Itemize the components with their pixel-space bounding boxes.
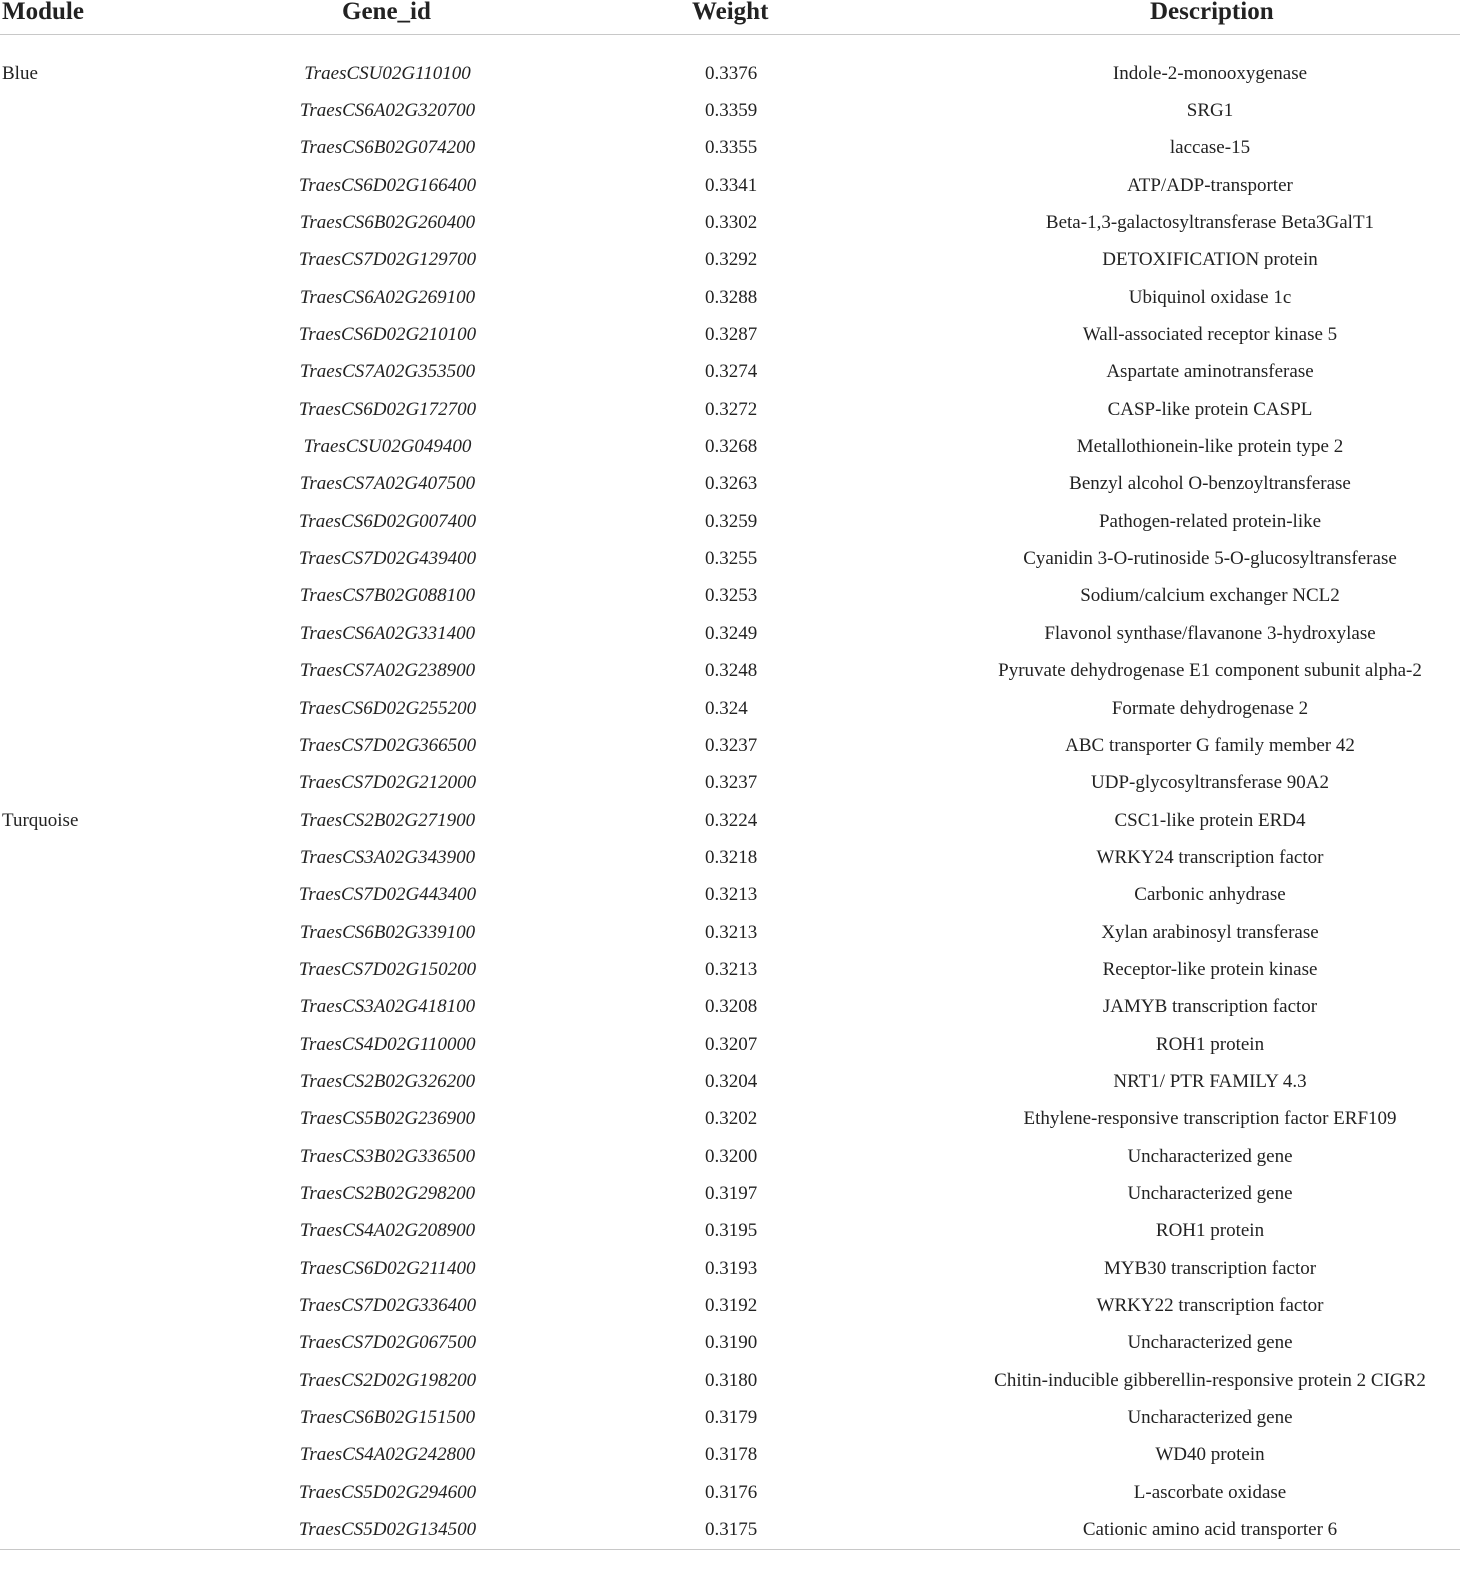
table-footer-rule xyxy=(0,1549,1460,1564)
table-row xyxy=(0,92,1460,129)
description-cell: Aspartate aminotransferase xyxy=(1106,361,1314,383)
gene-id-cell: TraesCS7D02G336400 xyxy=(298,1295,477,1317)
weight-cell: 0.3180 xyxy=(705,1369,758,1391)
table-row xyxy=(0,316,1460,353)
description-cell: Uncharacterized gene xyxy=(1127,1332,1293,1354)
module-cell xyxy=(0,914,280,951)
gene-id-cell: TraesCS2B02G271900 xyxy=(299,809,476,831)
module-cell: Turquoise xyxy=(2,809,79,831)
module-cell xyxy=(0,503,280,540)
table-body xyxy=(0,35,1460,1550)
module-cell xyxy=(0,316,280,353)
weight-cell: 0.3248 xyxy=(705,660,758,682)
description-cell: Benzyl alcohol O-benzoyltransferase xyxy=(1069,473,1351,495)
table-row xyxy=(0,690,1460,727)
module-cell xyxy=(0,839,280,876)
module-cell xyxy=(0,951,280,988)
table-row xyxy=(0,1474,1460,1511)
weight-cell: 0.3359 xyxy=(705,100,758,122)
module-cell xyxy=(0,1362,280,1399)
description-cell: Pyruvate dehydrogenase E1 component subunit alpha-2 xyxy=(998,660,1422,682)
module-cell xyxy=(0,242,280,279)
description-cell: ROH1 protein xyxy=(1155,1033,1265,1055)
gene-id-cell: TraesCS6D02G211400 xyxy=(299,1257,476,1279)
weight-cell: 0.3213 xyxy=(705,884,758,906)
header-description: Description xyxy=(1150,0,1274,25)
weight-cell: 0.3302 xyxy=(705,212,758,234)
module-cell xyxy=(0,279,280,316)
gene-id-cell: TraesCS4D02G110000 xyxy=(299,1033,476,1055)
description-cell: laccase-15 xyxy=(1169,137,1251,159)
weight-cell: 0.3268 xyxy=(705,436,758,458)
weight-cell: 0.3197 xyxy=(705,1182,758,1204)
header-row xyxy=(0,0,1460,35)
table-row xyxy=(0,765,1460,802)
table-row xyxy=(0,242,1460,279)
description-cell: Formate dehydrogenase 2 xyxy=(1111,697,1309,719)
description-cell: Ubiquinol oxidase 1c xyxy=(1128,286,1292,308)
table-row xyxy=(0,503,1460,540)
description-cell: Uncharacterized gene xyxy=(1127,1407,1293,1429)
description-cell: JAMYB transcription factor xyxy=(1102,996,1318,1018)
description-cell: L-ascorbate oxidase xyxy=(1133,1481,1287,1503)
table-row xyxy=(0,1250,1460,1287)
gene-id-cell: TraesCS7D02G212000 xyxy=(298,772,477,794)
weight-cell: 0.3237 xyxy=(705,734,758,756)
table-row xyxy=(0,1325,1460,1362)
gene-id-cell: TraesCS7D02G129700 xyxy=(298,249,477,271)
module-cell xyxy=(0,1511,280,1549)
weight-cell: 0.3213 xyxy=(705,921,758,943)
module-cell xyxy=(0,1063,280,1100)
module-cell xyxy=(0,92,280,129)
description-cell: Carbonic anhydrase xyxy=(1134,884,1286,906)
table-row xyxy=(0,1213,1460,1250)
table-row xyxy=(0,1175,1460,1212)
module-cell xyxy=(0,578,280,615)
gene-id-cell: TraesCS3B02G336500 xyxy=(299,1145,476,1167)
weight-cell: 0.3192 xyxy=(705,1295,758,1317)
module-cell xyxy=(0,1138,280,1175)
table-row xyxy=(0,130,1460,167)
description-cell: Cyanidin 3-O-rutinoside 5-O-glucosyltransferase xyxy=(1023,548,1397,570)
weight-cell: 0.3249 xyxy=(705,622,758,644)
table-row xyxy=(0,914,1460,951)
module-cell xyxy=(0,428,280,465)
table-row xyxy=(0,428,1460,465)
gene-id-cell: TraesCS6D02G210100 xyxy=(298,324,477,346)
header-gene-id: Gene_id xyxy=(342,0,431,25)
description-cell: Indole-2-monooxygenase xyxy=(1112,62,1308,84)
module-cell xyxy=(0,690,280,727)
description-cell: DETOXIFICATION protein xyxy=(1102,249,1318,271)
gene-id-cell: TraesCSU02G049400 xyxy=(303,436,472,458)
description-cell: Uncharacterized gene xyxy=(1127,1182,1293,1204)
table-row xyxy=(0,1437,1460,1474)
gene-id-cell: TraesCS7A02G238900 xyxy=(299,660,476,682)
gene-id-cell: TraesCS6A02G331400 xyxy=(299,622,476,644)
weight-cell: 0.3190 xyxy=(705,1332,758,1354)
table-row xyxy=(0,391,1460,428)
gene-id-cell: TraesCS7B02G088100 xyxy=(299,585,476,607)
table-row xyxy=(0,839,1460,876)
module-cell xyxy=(0,1325,280,1362)
description-cell: Cationic amino acid transporter 6 xyxy=(1082,1519,1338,1541)
module-cell xyxy=(0,1474,280,1511)
table-row xyxy=(0,1362,1460,1399)
gene-id-cell: TraesCS7D02G443400 xyxy=(298,884,477,906)
module-cell xyxy=(0,877,280,914)
module-cell xyxy=(0,540,280,577)
description-cell: Uncharacterized gene xyxy=(1127,1145,1293,1167)
table-row xyxy=(0,1287,1460,1324)
module-cell xyxy=(0,765,280,802)
weight-cell: 0.3274 xyxy=(705,361,758,383)
table-row xyxy=(0,1138,1460,1175)
gene-id-cell: TraesCS7A02G407500 xyxy=(299,473,476,495)
table-row xyxy=(0,615,1460,652)
header-weight: Weight xyxy=(692,0,769,25)
gene-id-cell: TraesCS5D02G134500 xyxy=(298,1519,477,1541)
description-cell: Metallothionein-like protein type 2 xyxy=(1076,436,1344,458)
weight-cell: 0.3208 xyxy=(705,996,758,1018)
module-cell xyxy=(0,1101,280,1138)
module-cell xyxy=(0,167,280,204)
table-row xyxy=(0,55,1460,92)
weight-cell: 0.3224 xyxy=(705,809,758,831)
description-cell: ABC transporter G family member 42 xyxy=(1065,734,1355,756)
module-cell xyxy=(0,1213,280,1250)
gene-id-cell: TraesCS6D02G166400 xyxy=(298,174,477,196)
table-row xyxy=(0,354,1460,391)
gene-id-cell: TraesCS5B02G236900 xyxy=(299,1108,476,1130)
module-cell xyxy=(0,1287,280,1324)
header-spacer xyxy=(0,35,1460,56)
description-cell: NRT1/ PTR FAMILY 4.3 xyxy=(1113,1070,1307,1092)
description-cell: SRG1 xyxy=(1186,100,1234,122)
gene-id-cell: TraesCS4A02G242800 xyxy=(299,1444,476,1466)
module-cell xyxy=(0,989,280,1026)
table-row xyxy=(0,466,1460,503)
weight-cell: 0.3259 xyxy=(705,510,758,532)
module-cell xyxy=(0,466,280,503)
table-row xyxy=(0,204,1460,241)
description-cell: WRKY24 transcription factor xyxy=(1096,846,1324,868)
weight-cell: 0.3341 xyxy=(705,174,758,196)
gene-id-cell: TraesCS3A02G343900 xyxy=(299,846,476,868)
gene-id-cell: TraesCS7D02G439400 xyxy=(298,548,477,570)
module-cell xyxy=(0,354,280,391)
description-cell: Beta-1,3-galactosyltransferase Beta3GalT1 xyxy=(1045,212,1375,234)
table-row xyxy=(0,802,1460,839)
module-cell xyxy=(0,1175,280,1212)
weight-cell: 0.3376 xyxy=(705,62,758,84)
description-cell: Pathogen-related protein-like xyxy=(1098,510,1322,532)
gene-id-cell: TraesCS6D02G172700 xyxy=(298,398,477,420)
description-cell: Wall-associated receptor kinase 5 xyxy=(1082,324,1338,346)
description-cell: Ethylene-responsive transcription factor ERF109 xyxy=(1023,1108,1397,1130)
gene-id-cell: TraesCS6A02G320700 xyxy=(299,100,476,122)
weight-cell: 0.3355 xyxy=(705,137,758,159)
weight-cell: 0.3200 xyxy=(705,1145,758,1167)
weight-cell: 0.3175 xyxy=(705,1519,758,1541)
table-row xyxy=(0,1511,1460,1549)
description-cell: UDP-glycosyltransferase 90A2 xyxy=(1091,772,1329,794)
weight-cell: 0.3202 xyxy=(705,1108,758,1130)
description-cell: Receptor-like protein kinase xyxy=(1102,958,1318,980)
gene-id-cell: TraesCS5D02G294600 xyxy=(298,1481,477,1503)
table-row xyxy=(0,951,1460,988)
module-cell xyxy=(0,615,280,652)
module-cell xyxy=(0,1250,280,1287)
weight-cell: 0.3253 xyxy=(705,585,758,607)
weight-cell: 0.3255 xyxy=(705,548,758,570)
gene-id-cell: TraesCS2B02G298200 xyxy=(299,1182,476,1204)
module-cell xyxy=(0,653,280,690)
gene-id-cell: TraesCS7D02G366500 xyxy=(298,734,477,756)
module-cell: Blue xyxy=(2,62,38,84)
table-row xyxy=(0,1026,1460,1063)
module-cell xyxy=(0,1026,280,1063)
description-cell: ATP/ADP-transporter xyxy=(1127,174,1293,196)
module-cell xyxy=(0,130,280,167)
weight-cell: 0.3179 xyxy=(705,1407,758,1429)
gene-id-cell: TraesCS4A02G208900 xyxy=(299,1220,476,1242)
table-row xyxy=(0,1063,1460,1100)
module-cell xyxy=(0,391,280,428)
gene-id-cell: TraesCS6B02G339100 xyxy=(299,921,476,943)
description-cell: WD40 protein xyxy=(1155,1444,1265,1466)
module-cell xyxy=(0,727,280,764)
weight-cell: 0.3207 xyxy=(705,1033,758,1055)
table-row xyxy=(0,1101,1460,1138)
table-row xyxy=(0,877,1460,914)
table-row xyxy=(0,540,1460,577)
description-cell: Xylan arabinosyl transferase xyxy=(1101,921,1319,943)
weight-cell: 0.3213 xyxy=(705,958,758,980)
gene-id-cell: TraesCS7D02G150200 xyxy=(298,958,477,980)
gene-id-cell: TraesCS6D02G255200 xyxy=(298,697,477,719)
weight-cell: 0.324 xyxy=(705,697,748,719)
gene-id-cell: TraesCS6A02G269100 xyxy=(299,286,476,308)
description-cell: ROH1 protein xyxy=(1155,1220,1265,1242)
gene-id-cell: TraesCS3A02G418100 xyxy=(299,996,476,1018)
table-header xyxy=(0,0,1460,35)
table-row xyxy=(0,279,1460,316)
gene-id-cell: TraesCS2D02G198200 xyxy=(298,1369,477,1391)
weight-cell: 0.3176 xyxy=(705,1481,758,1503)
description-cell: MYB30 transcription factor xyxy=(1103,1257,1317,1279)
description-cell: Chitin-inducible gibberellin-responsive protein 2 CIGR2 xyxy=(994,1369,1426,1391)
module-cell xyxy=(0,1437,280,1474)
weight-cell: 0.3288 xyxy=(705,286,758,308)
table-row xyxy=(0,1399,1460,1436)
table-row xyxy=(0,727,1460,764)
description-cell: Flavonol synthase/flavanone 3-hydroxylase xyxy=(1044,622,1376,644)
description-cell: WRKY22 transcription factor xyxy=(1096,1295,1324,1317)
weight-cell: 0.3193 xyxy=(705,1257,758,1279)
table-row xyxy=(0,578,1460,615)
description-cell: CSC1-like protein ERD4 xyxy=(1114,809,1306,831)
weight-cell: 0.3292 xyxy=(705,249,758,271)
weight-cell: 0.3287 xyxy=(705,324,758,346)
header-module: Module xyxy=(2,0,84,25)
gene-id-cell: TraesCS6B02G260400 xyxy=(299,212,476,234)
weight-cell: 0.3178 xyxy=(705,1444,758,1466)
description-cell: CASP-like protein CASPL xyxy=(1107,398,1313,420)
gene-id-cell: TraesCS2B02G326200 xyxy=(299,1070,476,1092)
table-row xyxy=(0,167,1460,204)
weight-cell: 0.3195 xyxy=(705,1220,758,1242)
weight-cell: 0.3237 xyxy=(705,772,758,794)
gene-id-cell: TraesCS7D02G067500 xyxy=(298,1332,477,1354)
module-cell xyxy=(0,1399,280,1436)
weight-cell: 0.3204 xyxy=(705,1070,758,1092)
weight-cell: 0.3263 xyxy=(705,473,758,495)
weight-cell: 0.3218 xyxy=(705,846,758,868)
gene-id-cell: TraesCS6B02G151500 xyxy=(299,1407,476,1429)
gene-id-cell: TraesCS6D02G007400 xyxy=(298,510,477,532)
weight-cell: 0.3272 xyxy=(705,398,758,420)
description-cell: Sodium/calcium exchanger NCL2 xyxy=(1080,585,1340,607)
gene-id-cell: TraesCSU02G110100 xyxy=(304,62,471,84)
gene-id-cell: TraesCS6B02G074200 xyxy=(299,137,476,159)
table-row xyxy=(0,989,1460,1026)
gene-id-cell: TraesCS7A02G353500 xyxy=(299,361,476,383)
module-cell xyxy=(0,204,280,241)
table-row xyxy=(0,653,1460,690)
